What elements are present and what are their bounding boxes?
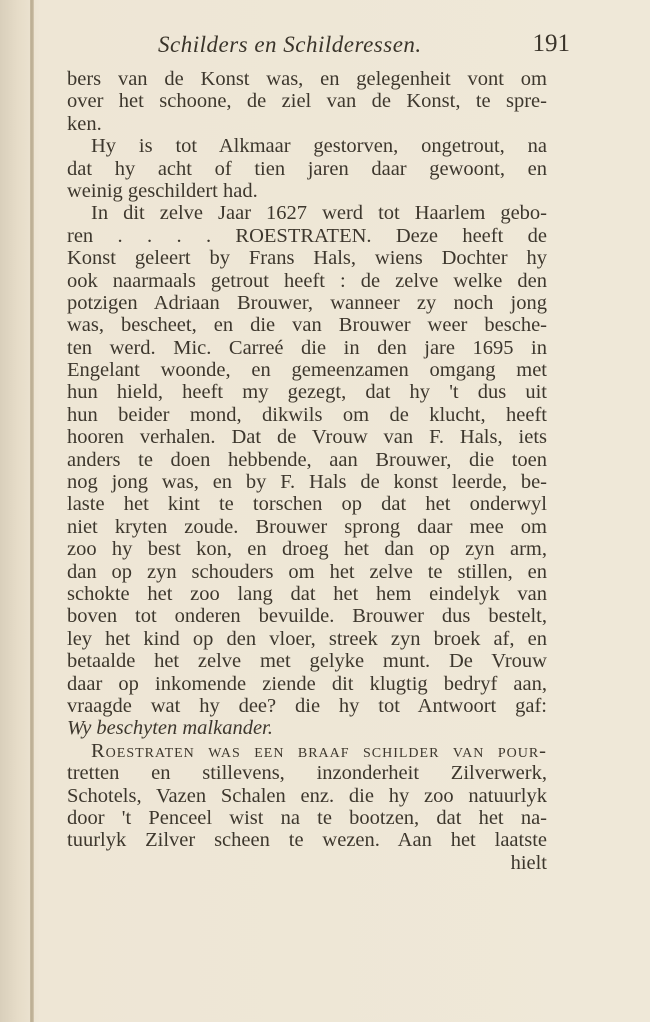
text-line: tretten en stillevens, inzonderheit Zilverwerk, [67, 762, 547, 785]
text-line: vraagde wat hy dee? die hy tot Antwoort gaf: [67, 694, 547, 717]
text-line: potzigen Adriaan Brouwer, wanneer zy noch jong [67, 291, 547, 314]
text-line: niet kryten zoude. Brouwer sprong daar mee om [67, 515, 547, 538]
text-line: weinig geschildert had. [67, 179, 258, 202]
text-line: dan op zyn schouders om het zelve te stillen, en [67, 560, 547, 583]
text-line: dat hy acht of tien jaren daar gewoont, en [67, 157, 547, 180]
body-text [67, 68, 547, 874]
text-line: Schotels, Vazen Schalen enz. die hy zoo natuurlyk [67, 784, 547, 807]
text-line: bers van de Konst was, en gelegenheit vont om [67, 68, 547, 90]
running-header [100, 24, 570, 64]
text-line: ley het kind op den vloer, streek zyn broek af, en [67, 627, 547, 650]
text-line: ook naarmaals getrout heeft : de zelve welke den [67, 269, 547, 292]
text-line: door 't Penceel wist na te bootzen, dat het na- [67, 806, 547, 829]
text-line: daar op inkomende ziende dit klugtig bedryf aan, [67, 672, 547, 695]
text-line: nog jong was, en by F. Hals de konst leerde, be- [67, 471, 547, 494]
text-line: boven tot onderen bevuilde. Brouwer dus bestelt, [67, 605, 547, 628]
text-line: tuurlyk Zilver scheen te wezen. Aan het laatste [67, 829, 547, 852]
text-line: anders te doen hebbende, aan Brouwer, die toen [67, 448, 547, 471]
text-line: hun hield, heeft my gezegt, dat hy 't dus uit [67, 381, 547, 404]
text-line: Konst geleert by Frans Hals, wiens Dochter hy [67, 247, 547, 270]
text-line: zoo hy best kon, en droeg het dan op zyn arm, [67, 538, 547, 561]
text-line: laste het kint te torschen op dat het onderwyl [67, 493, 547, 516]
text-line: hooren verhalen. Dat de Vrouw van F. Hals, iets [67, 426, 547, 449]
text-line: ren . . . . ROESTRATEN. Deze heeft de [67, 224, 547, 247]
page-number: 191 [532, 30, 570, 57]
text-line: Roestraten was een braaf schilder van pour- [91, 739, 547, 762]
text-line: schokte het zoo lang dat het hem eindelyk van [67, 582, 547, 605]
text-line: Hy is tot Alkmaar gestorven, ongetrout, na [91, 135, 547, 158]
catchword: hielt [510, 851, 547, 874]
text-line: was, bescheet, en die van Brouwer weer besche- [67, 314, 547, 337]
text-line: In dit zelve Jaar 1627 werd tot Haarlem gebo- [91, 202, 547, 225]
text-line: Engelant woonde, en gemeenzamen omgang met [67, 359, 547, 382]
text-line: over het schoone, de ziel van de Konst, te spre- [67, 90, 547, 113]
text-line: betaalde het zelve met gelyke munt. De Vrouw [67, 650, 547, 673]
book-spine-shadow [30, 0, 34, 1022]
running-title: Schilders en Schilderessen. [158, 32, 422, 57]
text-line: ken. [67, 112, 102, 135]
italic-quote-line: Wy beschyten malkander. [67, 717, 273, 740]
text-line: hun beider mond, dikwils om de klucht, heeft [67, 403, 547, 426]
text-line: ten werd. Mic. Carreé die in den jare 1695 in [67, 336, 547, 359]
